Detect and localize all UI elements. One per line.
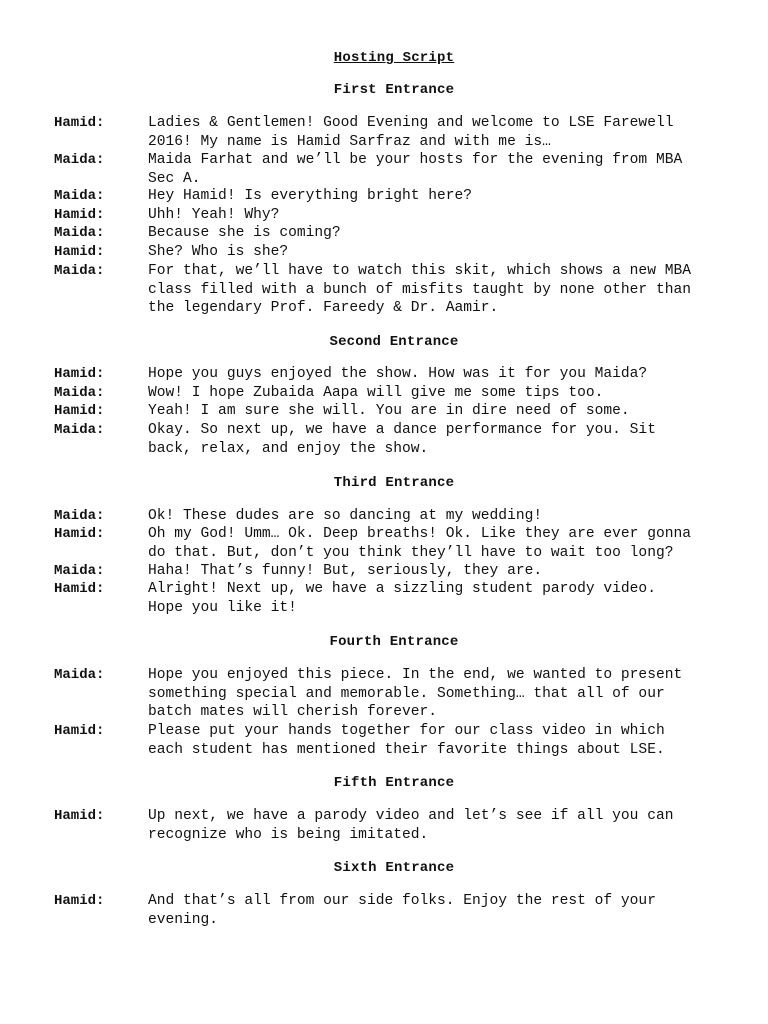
dialogue-line: do that. But, don’t you think they’ll have to wait too long? (148, 544, 674, 561)
dialogue-line: Okay. So next up, we have a dance performance for you. Sit (148, 422, 656, 438)
section-heading: Third Entrance (333, 475, 455, 491)
dialogue-line: batch mates will cherish forever. (148, 704, 438, 720)
speaker-name: Maida: (54, 508, 105, 524)
speaker-name: Hamid: (54, 893, 105, 909)
dialogue-line: Maida Farhat and we’ll be your hosts for the evening from MBA (148, 152, 683, 168)
dialogue-line: Ladies & Gentlemen! Good Evening and welcome to LSE Farewell (148, 115, 674, 131)
speaker-name: Hamid: (54, 526, 105, 542)
speaker-name: Maida: (54, 263, 105, 279)
dialogue-line: Haha! That’s funny! But, seriously, they are. (148, 563, 543, 579)
speaker-name: Hamid: (54, 366, 105, 382)
dialogue-line: Sec A. (148, 170, 201, 187)
speaker-name: Maida: (54, 667, 105, 683)
dialogue-line: Wow! I hope Zubaida Aapa will give me some tips too. (148, 385, 604, 401)
speaker-name: Hamid: (54, 403, 105, 419)
section-heading: Fourth Entrance (329, 634, 459, 650)
dialogue-line: recognize who is being imitated. (148, 826, 429, 843)
dialogue-line: Hope you guys enjoyed the show. How was it for you Maida? (148, 366, 648, 382)
speaker-name: Hamid: (54, 244, 105, 260)
section-heading: Sixth Entrance (333, 860, 455, 876)
dialogue-line: Ok! These dudes are so dancing at my wedding! (148, 508, 543, 524)
speaker-name: Hamid: (54, 581, 105, 597)
dialogue-line: Hope you like it! (148, 599, 297, 616)
dialogue-line: the legendary Prof. Fareedy & Dr. Aamir. (148, 300, 499, 316)
dialogue-line: Up next, we have a parody video and let’s see if all you can (148, 808, 674, 824)
document-title: Hosting Script (333, 50, 455, 66)
dialogue-line: Oh my God! Umm… Ok. Deep breaths! Ok. Like they are ever gonna (148, 526, 691, 542)
dialogue-line: Please put your hands together for our class video in which (148, 723, 665, 739)
dialogue-line: class filled with a bunch of misfits taught by none other than (148, 281, 691, 298)
speaker-name: Hamid: (54, 115, 105, 131)
speaker-name: Maida: (54, 188, 105, 204)
section-heading: Fifth Entrance (333, 775, 455, 791)
speaker-name: Maida: (54, 225, 105, 241)
dialogue-line: something special and memorable. Something… that all of our (148, 685, 665, 702)
dialogue-line: evening. (148, 911, 219, 928)
dialogue-line: each student has mentioned their favorite things about LSE. (148, 741, 665, 758)
speaker-name: Maida: (54, 422, 105, 438)
dialogue-line: Uhh! Yeah! Why? (148, 207, 280, 223)
speaker-name: Maida: (54, 385, 105, 401)
speaker-name: Maida: (54, 563, 105, 579)
dialogue-line: Because she is coming? (148, 225, 341, 241)
dialogue-line: And that’s all from our side folks. Enjoy the rest of your (148, 893, 656, 909)
section-heading: First Entrance (333, 82, 455, 98)
dialogue-line: For that, we’ll have to watch this skit, which shows a new MBA (148, 263, 691, 279)
speaker-name: Hamid: (54, 808, 105, 824)
dialogue-line: Hey Hamid! Is everything bright here? (148, 188, 473, 204)
section-heading: Second Entrance (329, 334, 459, 350)
dialogue-line: back, relax, and enjoy the show. (148, 440, 429, 457)
dialogue-line: Alright! Next up, we have a sizzling student parody video. (148, 581, 656, 597)
speaker-name: Hamid: (54, 207, 105, 223)
dialogue-line: Hope you enjoyed this piece. In the end, we wanted to present (148, 667, 683, 683)
dialogue-line: She? Who is she? (148, 244, 289, 260)
speaker-name: Hamid: (54, 723, 105, 739)
dialogue-line: Yeah! I am sure she will. You are in dire need of some. (148, 403, 630, 419)
dialogue-line: 2016! My name is Hamid Sarfraz and with me is… (148, 133, 551, 150)
speaker-name: Maida: (54, 152, 105, 168)
